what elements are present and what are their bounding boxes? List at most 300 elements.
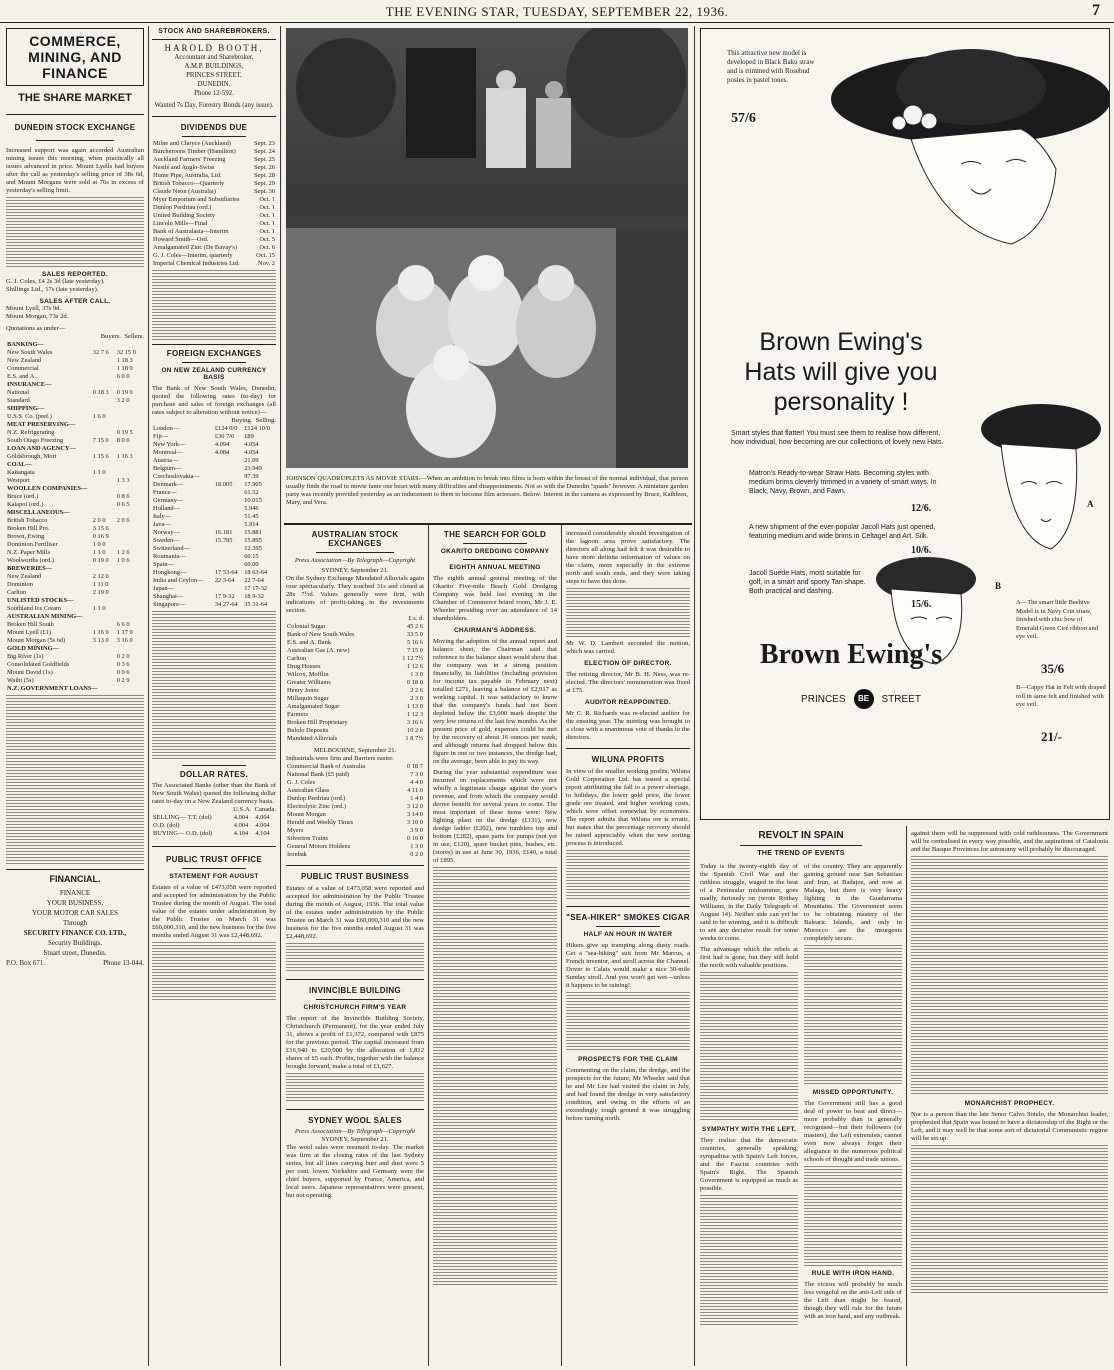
company: Milne and Choyce (Auckland) xyxy=(153,140,231,147)
sell-rate: 15.881 xyxy=(244,529,262,536)
nz-basis-heading: ON NEW ZEALAND CURRENCY BASIS xyxy=(161,367,267,381)
stock-name: Dominion Fertiliser xyxy=(7,541,58,548)
stock-name: Commercial xyxy=(7,365,39,372)
company: Imperial Chemical Industries Ltd. xyxy=(153,260,240,267)
company: Bank of Australasia—Interim xyxy=(153,228,229,235)
due-date: Oct. 1 xyxy=(259,212,275,219)
table-row xyxy=(286,647,424,655)
hat-item: A new shipment of the ever-popular Jacoll Hats just opened, featuring medium and wide brims in Celtagel and Art. Silk. xyxy=(749,524,936,540)
after-line: Mount Morgan, 73s 2d. xyxy=(6,313,69,320)
table-row xyxy=(152,497,276,505)
stock-name: Bank of New South Wales xyxy=(287,631,355,638)
stock-name: Greater Williams xyxy=(287,679,331,686)
buy-rate: £124 0/0 xyxy=(214,425,238,432)
section-label: INSURANCE— xyxy=(7,381,52,388)
masthead xyxy=(0,0,1114,23)
table-row xyxy=(6,661,144,669)
buy-rate: £30 7/6 xyxy=(214,433,235,440)
stock-name: Drug Houses xyxy=(287,663,321,670)
section-label: SHIPPING— xyxy=(7,405,45,412)
buyer-price: 32 7 6 xyxy=(92,349,109,356)
wool-text: The wool sales were resumed to-day. The market was firm at the closing rates of the last Sydney series, but all lines carrying burr and dust were 5 per cent. lower. Yorkshire and Germany were the chief buyers, supported by France, America, and local users. Japanese representatives were present, but not operating. xyxy=(286,1144,424,1199)
table-row xyxy=(6,653,144,661)
hat-item: Matron's Ready-to-wear Straw Hats. Becoming styles with medium brims cleverly trimmed in a variety of smart ways. In Black, Navy, Brown, and Fawn. xyxy=(749,470,937,495)
stock-name: Carlton xyxy=(287,655,307,662)
buyer-price xyxy=(92,429,116,437)
currency: Japan— xyxy=(153,585,174,592)
table-row xyxy=(286,851,424,859)
buy-rate xyxy=(214,489,243,497)
section-label: BANKING— xyxy=(7,341,44,348)
table-row xyxy=(6,517,144,525)
hat-item: Jacoll Suede Hats, most suitable for golf, in a smart and sporty Tan shape. Both practical and dashing. xyxy=(749,570,866,595)
table-row xyxy=(286,671,424,679)
table-row xyxy=(152,465,276,473)
seller-price xyxy=(116,605,144,613)
price: 1 12 3 xyxy=(407,711,423,718)
sympathy-text: They realise that the democratic countries, generally speaking, sympathise with Spain's Left forces, and the Fascist countries with Spain's Right. The Spanish Government is equipped as much as possible. xyxy=(700,1137,798,1192)
table-row xyxy=(6,525,144,533)
sellers-label: Sellers. xyxy=(124,333,144,340)
buyer-price: 1 1 0 xyxy=(92,469,106,476)
seller-price: 6 6 0 xyxy=(116,621,130,628)
company: Burcheroons Timber (Hamilton) xyxy=(153,148,236,155)
buyer-price xyxy=(92,477,116,485)
buyer-price xyxy=(92,365,116,373)
prospects-text: Commenting on the claim, the dredge, and the prospects for the future, Mr Wheeler said that he and Mr Lee had visited the claim in July, and had found the dredge in very satisfactory condition, and owing to the efforts of an exceedingly tough ground it was struggling before turning north. xyxy=(566,1067,690,1122)
table-row xyxy=(152,140,276,148)
currency: Germany— xyxy=(153,497,184,504)
table-row xyxy=(286,763,424,771)
price: 0 2 0 xyxy=(410,851,423,858)
buyer-price xyxy=(92,501,116,509)
dateline: SYDNEY, September 21. xyxy=(321,567,389,574)
table-row xyxy=(152,521,276,529)
stock-name: South Otago Freezing xyxy=(7,437,64,444)
due-date: Sept. 26 xyxy=(254,164,275,171)
sell-rate: 4.054 xyxy=(244,449,259,456)
price: 2 3 0 xyxy=(410,695,423,702)
sell-rate: 18 9-32 xyxy=(244,593,264,600)
seller-price: 8 0 0 xyxy=(116,437,130,444)
press-line: Press Association—By Telegraph—Copyright xyxy=(294,1128,416,1135)
table-row xyxy=(152,561,276,569)
currency: New York— xyxy=(153,441,186,448)
ad-line: PRINCES STREET, xyxy=(186,72,242,79)
quote-headers xyxy=(6,333,144,341)
ad-headline: Brown Ewing's Hats will give you personality ! xyxy=(744,328,938,416)
table-row xyxy=(286,843,424,851)
seller-price: 1 17 9 xyxy=(116,629,133,636)
sell-rate: £89 xyxy=(244,433,254,440)
stock-name: Herald and Weekly Times xyxy=(287,819,354,826)
buy-rate xyxy=(214,465,243,473)
buy-rate: 34 27-64 xyxy=(214,601,238,608)
label-b: B xyxy=(995,581,1002,591)
seller-price: 6 0 0 xyxy=(116,373,130,380)
stock-name: Mount Lyell (£1) xyxy=(7,629,52,636)
company: Howard Smith—Ord. xyxy=(153,236,209,243)
stock-name: New South Wales xyxy=(7,349,53,356)
seller-price: 2 0 6 xyxy=(116,517,130,524)
melbourne-table xyxy=(286,763,424,859)
table-row xyxy=(286,819,424,827)
table-row xyxy=(6,533,144,541)
table-row xyxy=(152,204,276,212)
fx-table xyxy=(152,425,276,609)
quotations-label: Quotations as under— xyxy=(6,325,66,332)
buy-rate: 16.181 xyxy=(214,529,233,536)
stockbrokers-heading: STOCK AND SHAREBROKERS. xyxy=(158,28,270,35)
invincible-sub: CHRISTCHURCH FIRM'S YEAR xyxy=(303,1004,407,1011)
public-trust-business-heading: PUBLIC TRUST BUSINESS xyxy=(300,872,410,881)
price: 3 14 0 xyxy=(407,811,423,818)
stock-name: Electrolytic Zinc (ord.) xyxy=(287,803,347,810)
currency: Singapore— xyxy=(153,601,186,608)
table-row xyxy=(152,441,276,449)
hat-note: This attractive new model is developed in Black Baku straw and is trimmed with Rosebud posies in pastel tones. xyxy=(727,49,815,84)
ad-line: Through xyxy=(62,919,88,927)
stock-name: Brown, Ewing xyxy=(7,533,45,540)
stock-name: Mount Morgan (5s 6d) xyxy=(7,637,66,644)
table-row xyxy=(152,481,276,489)
table-row xyxy=(152,457,276,465)
price: 45 2 6 xyxy=(407,623,423,630)
seller-price: 0 2 9 xyxy=(116,677,130,684)
after-line: Mount Lyell, 37s 9d. xyxy=(6,305,62,312)
table-row xyxy=(152,180,276,188)
hat-item-price: 15/6. xyxy=(911,599,932,610)
gold-continued-column xyxy=(566,530,690,1366)
table-row xyxy=(6,541,144,549)
currency: Hongkong— xyxy=(153,569,187,576)
auditor-text: Mr C. R. Richards was re-elected auditor for the ensuing year. The meeting was brought to a close with a unanimous vote of thanks to the directors. xyxy=(566,710,690,741)
seller-price: 0 8 6 xyxy=(116,493,130,500)
column-rule xyxy=(428,525,429,1366)
seller-price: 1 0 6 xyxy=(116,557,130,564)
brown-ewing-hat-ad xyxy=(700,28,1110,820)
company: Dunlop Perdriau (ord.) xyxy=(153,204,212,211)
stock-name: Millaquin Sugar xyxy=(287,695,329,702)
section-label: MEAT PRESERVING— xyxy=(7,421,76,428)
missed-text: The Government still has a good deal of power to beat and direct—more probably than is generally recognised—but their followers (or masters), the Left extremists, cannot even now always forget their allegiance to the numerous political schools of thought and trade unions. xyxy=(804,1100,902,1163)
price: 33 5 0 xyxy=(407,631,423,638)
search-for-gold-column xyxy=(433,530,557,1366)
currency: Czechoslovakia— xyxy=(153,473,200,480)
table-row xyxy=(286,771,424,779)
price: 4 11 0 xyxy=(407,787,423,794)
auditor-heading: AUDITOR REAPPOINTED. xyxy=(584,699,672,706)
monogram-logo: BE xyxy=(854,689,874,709)
column-rule xyxy=(906,826,907,1366)
table-row xyxy=(152,196,276,204)
due-date: Sept. 23 xyxy=(254,140,275,147)
table-row xyxy=(6,413,144,421)
ad-line: A.M.P. BUILDINGS, xyxy=(184,63,244,70)
canada-rate: 4.004 xyxy=(255,822,270,829)
buyer-price xyxy=(92,397,116,405)
due-date: Oct. 5 xyxy=(259,236,275,243)
due-date: Nov. 2 xyxy=(258,260,275,267)
sell-rate: 5.946 xyxy=(244,505,259,512)
dollar-intro: The Associated Banks (other than the Bank of New South Wales) quoted the following dollar rates to-day on a New Zealand currency basis. xyxy=(152,782,276,805)
quadruplets-photo-block xyxy=(286,28,688,520)
table-row xyxy=(152,545,276,553)
fx-headers xyxy=(152,417,276,425)
ad-line: SECURITY FINANCE CO. LTD., xyxy=(23,929,127,937)
buyer-price xyxy=(92,373,116,381)
table-row xyxy=(286,787,424,795)
due-date: Oct. 1 xyxy=(259,196,275,203)
public-trust-text: Estates of a value of £473,058 were reported and accepted for administration by the Public Trustee during the month of August. The total value of the estates under administration by the Public Trustee on March 31 was £60,000,310, and the new business for the five months ended August 31 was £2,448,692. xyxy=(152,884,276,939)
invincible-heading: INVINCIBLE BUILDING xyxy=(309,986,401,995)
seller-price: 0 6 5 xyxy=(116,501,130,508)
table-row xyxy=(6,493,144,501)
table-row xyxy=(286,827,424,835)
table-row xyxy=(152,585,276,593)
company: G. J. Coles—Interim, quarterly xyxy=(153,252,233,259)
dividends-table xyxy=(152,140,276,268)
buyer-price: 1 15 6 xyxy=(92,453,109,460)
stock-name: Westport xyxy=(7,477,30,484)
sell-rate: 17.905 xyxy=(244,481,262,488)
hat-illustration-top xyxy=(821,29,1109,259)
currency: Holland— xyxy=(153,505,180,512)
canada-rate: 4.004 xyxy=(255,814,270,821)
meeting-sub: EIGHTH ANNUAL MEETING xyxy=(449,564,541,571)
buy-rate: 18.005 xyxy=(214,481,233,488)
due-date: Oct. 1 xyxy=(259,220,275,227)
iron-hand-text: The victors will probably be much less vengeful on the anti-Left side of the Left than might be feared, though they will rule for the future with an iron hand, and any outbreak. xyxy=(804,1281,902,1320)
stock-name: Silverton Trains xyxy=(287,835,329,842)
buyer-price: 0 16 9 xyxy=(92,533,109,540)
section-label: BREWERIES— xyxy=(7,565,53,572)
dividends-heading: DIVIDENDS DUE xyxy=(180,123,248,132)
table-row xyxy=(6,629,144,637)
ad-line: FINANCE xyxy=(59,889,91,897)
buyers-label: Buyers. xyxy=(100,333,122,340)
sea-hiker-heading: "SEA-HIKER" SMOKES CIGAR xyxy=(566,913,690,922)
buy-rate xyxy=(214,505,243,513)
due-date: Sept. 28 xyxy=(254,172,275,179)
company: Amalgamated Zinc (De Bavay's) xyxy=(153,244,238,251)
wiluna-text: In view of the smaller working profits, Wiluna Gold Corporation Ltd. has issued a special report attributing the fall to a power shortage, to holidays, the lower gold price, the lower grade ore treated, and higher working costs, which were offset somewhat by economies. The report admits that Wiluna ore is erratic, but states that the percentage recovery should be raised appreciably when the new sorting process is introduced. xyxy=(566,768,690,847)
sell-rate: 35 31-64 xyxy=(244,601,268,608)
currency: London— xyxy=(153,425,180,432)
seller-price xyxy=(116,413,144,421)
stock-name: Amalgamated Sugar xyxy=(287,703,340,710)
due-date: Oct. 6 xyxy=(259,244,275,251)
buy-rate xyxy=(214,561,243,569)
address-princes: PRINCES xyxy=(801,693,846,705)
table-row xyxy=(152,236,276,244)
table-row xyxy=(6,589,144,597)
section-label: AUSTRALIAN MINING— xyxy=(7,613,83,620)
ad-line: YOUR BUSINESS, xyxy=(46,899,104,907)
canada-rate: 4.104 xyxy=(255,830,270,837)
table-row xyxy=(152,260,276,268)
hat-b-note: B—Cappy Hat in Felt with draped roll in same felt and finished with eye veil. xyxy=(1016,684,1106,708)
sales-line: G. J. Coles, £4 2s 3d (late yesterday). xyxy=(6,278,105,285)
stock-name: Myers xyxy=(287,827,304,834)
masthead-title: THE EVENING STAR, TUESDAY, SEPTEMBER 22, 1936. xyxy=(385,4,729,19)
table-row xyxy=(6,581,144,589)
rate-label: O.D. (dol) xyxy=(153,822,180,829)
gold-heading: THE SEARCH FOR GOLD xyxy=(443,530,547,539)
sell-rate: 22 7-64 xyxy=(244,577,264,584)
ad-line: DUNEDIN. xyxy=(197,81,231,88)
buy-rate: 22 3-64 xyxy=(214,577,235,584)
currency: Italy— xyxy=(153,513,172,520)
seller-price: 1 2 6 xyxy=(116,549,130,556)
price: 1 4 0 xyxy=(410,795,423,802)
buy-rate xyxy=(214,585,243,593)
stock-name: Mount Morgan xyxy=(287,811,326,818)
price: 3 12 0 xyxy=(407,803,423,810)
seller-price: 0 3 6 xyxy=(116,661,130,668)
stock-name: Australian Glass xyxy=(287,787,330,794)
due-date: Oct. 1 xyxy=(259,204,275,211)
price: 1 12 6 xyxy=(407,663,423,670)
price: 3 10 0 xyxy=(407,819,423,826)
stock-name: National Bank (£5 paid) xyxy=(287,771,349,778)
missed-heading: MISSED OPPORTUNITY. xyxy=(812,1089,894,1096)
table-row xyxy=(152,593,276,601)
buying-label: Buying. xyxy=(231,417,253,424)
hat-a-price: 35/6 xyxy=(1041,661,1065,676)
ad-line: Stuart street, Dunedin. xyxy=(43,949,107,957)
table-row xyxy=(6,669,144,677)
table-row xyxy=(152,148,276,156)
due-date: Sept. 24 xyxy=(254,148,275,155)
currency: Fiji— xyxy=(153,433,169,440)
lsd-header: £ s. d. xyxy=(408,615,424,622)
buyer-price: 7 15 0 xyxy=(92,437,109,444)
rate-label: BUYING— O.D. (dol) xyxy=(153,830,213,837)
currency: Denmark— xyxy=(153,481,184,488)
section-label: N.Z. GOVERNMENT LOANS— xyxy=(7,685,98,692)
share-market-column xyxy=(6,28,144,1368)
sell-rate: 60.15 xyxy=(244,553,259,560)
iron-hand-heading: RULE WITH IRON HAND. xyxy=(811,1270,895,1277)
stock-name: Waihi (5s) xyxy=(7,677,34,684)
sales-reported-heading: SALES REPORTED. xyxy=(42,271,108,278)
sales-line: Shillings Ltd., 17s (late yesterday). xyxy=(6,286,99,293)
table-row xyxy=(152,252,276,260)
dateline: MELBOURNE, September 21. xyxy=(313,747,397,754)
stock-name: Woolworths (ord.) xyxy=(7,557,55,564)
stock-name: Henry Jones xyxy=(287,687,319,694)
buyer-price: 2 19 0 xyxy=(92,589,109,596)
public-trust-business-text: Estates of a value of £473,058 were reported and accepted for administration by the Public Trustee during the month of August, 1936. The total value of the estates under administration by the Public Trustee on March 31 was £60,000,310 and the new business for the five months ended August 31 was £2,448,692. xyxy=(286,885,424,940)
table-row xyxy=(6,453,144,461)
table-row xyxy=(286,639,424,647)
column-rule xyxy=(561,525,562,1366)
company: Lincoln Mills—Final xyxy=(153,220,208,227)
price: 1 8 7½ xyxy=(405,735,423,742)
stock-name: Broken Hill Pro. xyxy=(7,525,50,532)
sell-rate: 61.52 xyxy=(244,489,259,496)
stock-name: British Tobacco xyxy=(7,517,48,524)
buy-rate xyxy=(214,521,243,529)
buy-rate: 4.084 xyxy=(214,449,230,456)
table-row xyxy=(152,156,276,164)
buy-rate: 4.094 xyxy=(214,441,230,448)
table-row xyxy=(286,623,424,631)
table-row xyxy=(286,803,424,811)
foreign-exchanges-heading: FOREIGN EXCHANGES xyxy=(166,349,262,358)
canada-label: Canada. xyxy=(254,806,276,813)
stock-name: N.Z. Paper Mills xyxy=(7,549,50,556)
usa-rate: 4.004 xyxy=(233,822,249,829)
sell-rate: 4.054 xyxy=(244,441,259,448)
buy-rate: 17 9-32 xyxy=(214,593,235,600)
table-row xyxy=(6,397,144,405)
table-row xyxy=(286,779,424,787)
currency: Norway— xyxy=(153,529,180,536)
table-row xyxy=(6,557,144,565)
table-row xyxy=(152,473,276,481)
currency: Montreal— xyxy=(153,449,183,456)
seller-price xyxy=(116,533,144,541)
buy-rate xyxy=(214,457,243,465)
hat-item-price: 12/6. xyxy=(911,503,932,514)
usa-rate: 4.004 xyxy=(233,814,249,821)
gold-continued: increased considerably should investigation of the lagoon area prove satisfactory. The directors all along had felt it was desirable to have more definite information of values on the claim, more especially in the extreme north and south ends, and they were taking steps to have this done. xyxy=(566,530,690,585)
sell-rate: 97.39 xyxy=(244,473,259,480)
table-row xyxy=(286,711,424,719)
table-row xyxy=(6,437,144,445)
price: 0 16 0 xyxy=(407,835,423,842)
stock-name: N.Z. Refrigerating xyxy=(7,429,55,436)
stock-name: Kaitangata xyxy=(7,469,35,476)
table-row xyxy=(152,425,276,433)
table-row xyxy=(152,433,276,441)
buy-rate xyxy=(214,545,243,553)
press-line: Press Association—By Telegraph—Copyright xyxy=(294,557,416,564)
table-row xyxy=(6,469,144,477)
share-market-heading: THE SHARE MARKET xyxy=(18,92,132,104)
stock-name: Dunlop Perdriau (ord.) xyxy=(287,795,346,802)
price: 4 4 0 xyxy=(410,779,423,786)
buyer-price xyxy=(92,669,116,677)
seller-price: 1 18 3 xyxy=(116,357,133,364)
revolt-in-spain-article xyxy=(700,830,902,1366)
dollar-headers xyxy=(152,806,276,814)
seller-price: 3 2 0 xyxy=(116,397,130,404)
buyer-price xyxy=(92,653,116,661)
usa-rate: 4.104 xyxy=(233,830,249,837)
hat-price: 57/6 xyxy=(731,111,756,126)
price: 0 18 0 xyxy=(407,679,423,686)
stock-name: G. J. Coles xyxy=(287,779,316,786)
buy-rate xyxy=(214,513,243,521)
buy-rate xyxy=(214,553,243,561)
seller-price: 0 0 6 xyxy=(116,669,130,676)
seller-price: 0 2 0 xyxy=(116,653,130,660)
seller-price xyxy=(116,541,144,549)
gold-paragraph: During the year substantial expenditure was incurred on replacements which were not wholly a legitimate charge against the year's revenue, and from which the company would derive benefit for several years to come. The most important of these items were: New lighting plant on the dredge (£131), new dredge ladder (£202), new tumblers top and bottom (£282), spare parts for pumps (not yet in use, £120), spare bucket pins, bushes, etc. (stores) in use at June 30, 1936, £140, a total of £895. xyxy=(433,769,557,864)
price: 1 3 0 xyxy=(410,843,423,850)
address-street: STREET xyxy=(881,693,921,705)
prospects-heading: PROSPECTS FOR THE CLAIM xyxy=(578,1056,678,1063)
table-row xyxy=(6,637,144,645)
stock-name: U.S.S. Co. (pref.) xyxy=(7,413,52,420)
currency: Java— xyxy=(153,521,171,528)
okarito-sub: OKARITO DREDGING COMPANY xyxy=(440,548,550,555)
table-row xyxy=(286,795,424,803)
currency: Belgium— xyxy=(153,465,182,472)
